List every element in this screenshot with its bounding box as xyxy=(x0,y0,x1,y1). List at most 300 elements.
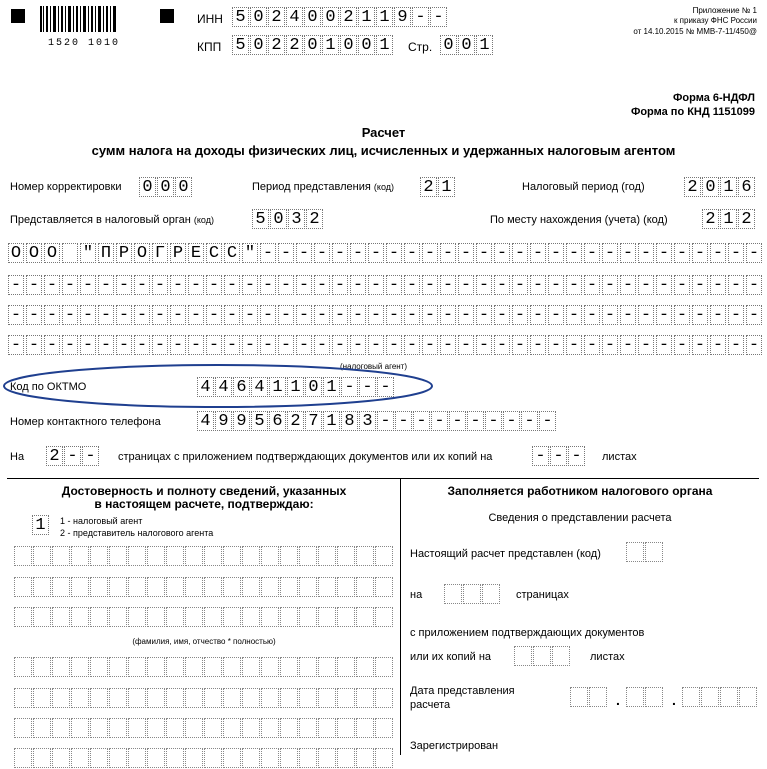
fio-cell xyxy=(147,718,165,738)
inn-cell: 2 xyxy=(268,7,285,27)
inn-cell: 1 xyxy=(376,7,393,27)
fio-cell xyxy=(185,748,203,768)
fio-cell xyxy=(318,657,336,677)
agent-name-cell: - xyxy=(440,335,456,355)
agent-name-cell: О xyxy=(26,243,42,263)
agent-name-cell: - xyxy=(386,335,402,355)
panel-top-divider xyxy=(7,478,759,479)
period-field[interactable] xyxy=(420,177,456,198)
fio-cell xyxy=(128,607,146,627)
barcode xyxy=(40,6,118,42)
agent-name-cell: - xyxy=(170,275,186,295)
agent-name-cell: - xyxy=(638,305,654,325)
agent-name-cell: - xyxy=(368,335,384,355)
inn-cell: 1 xyxy=(358,7,375,27)
sheets-count-field[interactable] xyxy=(514,646,571,667)
pages-cell: - xyxy=(82,446,99,466)
signer-org-row-1[interactable] xyxy=(14,657,394,678)
location-field[interactable] xyxy=(702,209,756,230)
signer-org-row-4[interactable] xyxy=(14,748,394,769)
pages-cell: 2 xyxy=(46,446,63,466)
agent-name-cell: - xyxy=(530,335,546,355)
agent-name-cell: " xyxy=(80,243,96,263)
agent-name-cell: - xyxy=(260,335,276,355)
attachments-line-1: с приложением подтверждающих документов xyxy=(410,627,645,639)
fio-cell xyxy=(14,718,32,738)
sheets-field[interactable] xyxy=(532,446,586,467)
fio-cell xyxy=(204,546,222,566)
agent-name-cell: - xyxy=(260,305,276,325)
agent-name-row-4[interactable] xyxy=(8,335,764,356)
date-label-2: расчета xyxy=(410,699,451,711)
agent-name-cell: - xyxy=(98,275,114,295)
phone-cell: - xyxy=(467,411,484,431)
agent-name-cell: - xyxy=(386,243,402,263)
fio-cell xyxy=(299,657,317,677)
date-year-cell xyxy=(701,687,719,707)
agent-name-cell: - xyxy=(458,243,474,263)
fio-row-2[interactable] xyxy=(14,577,394,598)
agent-name-cell: - xyxy=(152,305,168,325)
agent-name-cell: - xyxy=(746,305,762,325)
fio-caption: (фамилия, имя, отчество * полностью) xyxy=(132,637,276,646)
fio-cell xyxy=(375,577,393,597)
fio-cell xyxy=(109,546,127,566)
phone-cell: - xyxy=(449,411,466,431)
inn-field[interactable] xyxy=(232,7,448,28)
agent-name-cell: С xyxy=(206,243,222,263)
location-cell: 2 xyxy=(702,209,719,229)
fio-cell xyxy=(128,577,146,597)
location-label: По месту нахождения (учета) (код) xyxy=(490,214,668,226)
phone-cell: - xyxy=(485,411,502,431)
fio-cell xyxy=(299,688,317,708)
agent-name-cell: - xyxy=(692,275,708,295)
fio-cell xyxy=(147,546,165,566)
tax-period-field[interactable] xyxy=(684,177,756,198)
agent-name-cell: - xyxy=(638,335,654,355)
fio-cell xyxy=(14,607,32,627)
fio-cell xyxy=(185,607,203,627)
phone-cell: 8 xyxy=(341,411,358,431)
sheets-cell: - xyxy=(532,446,549,466)
agent-name-cell: - xyxy=(692,305,708,325)
form-subtitle: сумм налога на доходы физических лиц, исчисленных и удержанных налоговым агентом xyxy=(91,143,676,158)
fio-cell xyxy=(71,607,89,627)
agent-name-cell: - xyxy=(620,305,636,325)
fio-cell xyxy=(33,748,51,768)
fio-cell xyxy=(109,657,127,677)
agent-name-cell: - xyxy=(188,275,204,295)
fio-cell xyxy=(242,688,260,708)
agent-name-cell: - xyxy=(80,275,96,295)
fio-cell xyxy=(337,657,355,677)
fio-cell xyxy=(128,546,146,566)
agent-name-cell: - xyxy=(98,335,114,355)
pages-count-field[interactable] xyxy=(444,584,501,605)
agent-name-cell: - xyxy=(548,305,564,325)
location-cell: 1 xyxy=(720,209,737,229)
inn-cell: - xyxy=(430,7,447,27)
phone-cell: - xyxy=(539,411,556,431)
fio-cell xyxy=(71,688,89,708)
location-cell: 2 xyxy=(738,209,755,229)
agent-name-cell: - xyxy=(188,335,204,355)
correction-field[interactable] xyxy=(139,177,193,198)
page-number-cell: 0 xyxy=(458,35,475,55)
fio-cell xyxy=(14,657,32,677)
inn-cell: 9 xyxy=(394,7,411,27)
agent-name-cell: - xyxy=(494,275,510,295)
agent-name-cell: - xyxy=(314,335,330,355)
correction-cell: 0 xyxy=(175,177,192,197)
agent-name-cell: - xyxy=(494,243,510,263)
kpp-field[interactable] xyxy=(232,35,394,56)
right-panel-subtitle: Сведения о представлении расчета xyxy=(488,512,672,524)
fio-cell xyxy=(33,688,51,708)
submitted-code-cell xyxy=(645,542,663,562)
fio-cell xyxy=(109,607,127,627)
agent-name-cell: - xyxy=(494,335,510,355)
agent-name-cell: - xyxy=(278,243,294,263)
period-cell: 1 xyxy=(438,177,455,197)
agent-name-row-1[interactable] xyxy=(8,243,764,264)
pages-cell: - xyxy=(64,446,81,466)
agent-name-cell: - xyxy=(350,275,366,295)
agent-name-cell: - xyxy=(314,243,330,263)
agent-name-cell: - xyxy=(638,243,654,263)
fio-row-1[interactable] xyxy=(14,546,394,567)
pages-count-cell xyxy=(482,584,500,604)
on-label: на xyxy=(410,589,423,601)
fio-cell xyxy=(185,577,203,597)
agent-name-cell: - xyxy=(62,275,78,295)
fio-cell xyxy=(52,546,70,566)
fio-cell xyxy=(204,718,222,738)
agent-name-cell: - xyxy=(422,305,438,325)
agent-name-cell: - xyxy=(116,275,132,295)
fio-cell xyxy=(280,688,298,708)
oktmo-cell: - xyxy=(359,377,376,397)
agent-name-cell: - xyxy=(728,275,744,295)
agent-name-cell: - xyxy=(566,243,582,263)
fio-cell xyxy=(14,577,32,597)
agent-name-cell: - xyxy=(422,335,438,355)
sheets-cell: - xyxy=(550,446,567,466)
fio-cell xyxy=(280,718,298,738)
fio-cell xyxy=(223,748,241,768)
phone-cell: - xyxy=(521,411,538,431)
agent-name-cell: - xyxy=(278,305,294,325)
fio-cell xyxy=(280,546,298,566)
agent-name-cell: - xyxy=(152,275,168,295)
agent-name-cell: - xyxy=(206,275,222,295)
agent-name-cell: - xyxy=(296,243,312,263)
signer-org-row-2[interactable] xyxy=(14,688,394,709)
agent-name-cell: - xyxy=(260,275,276,295)
agent-name-cell: - xyxy=(674,335,690,355)
oktmo-cell: 6 xyxy=(233,377,250,397)
agent-name-cell: - xyxy=(548,335,564,355)
agent-name-cell: - xyxy=(476,275,492,295)
fio-cell xyxy=(261,577,279,597)
fio-cell xyxy=(299,607,317,627)
agent-name-cell: - xyxy=(746,243,762,263)
agent-name-cell: - xyxy=(602,243,618,263)
agent-name-cell: - xyxy=(728,335,744,355)
agent-name-cell: - xyxy=(296,335,312,355)
agent-name-cell: - xyxy=(602,275,618,295)
oktmo-cell: 4 xyxy=(215,377,232,397)
agent-name-cell: - xyxy=(530,275,546,295)
fio-cell xyxy=(71,546,89,566)
agent-name-cell: - xyxy=(746,335,762,355)
fio-cell xyxy=(128,657,146,677)
fio-cell xyxy=(356,657,374,677)
agent-name-cell: - xyxy=(422,275,438,295)
agent-name-cell: - xyxy=(512,305,528,325)
kpp-cell: 0 xyxy=(304,35,321,55)
agent-name-cell: О xyxy=(8,243,24,263)
fio-cell xyxy=(356,546,374,566)
fio-cell xyxy=(147,657,165,677)
pages-word-label: страницах xyxy=(516,589,569,601)
agent-name-cell: - xyxy=(440,275,456,295)
agent-name-cell: - xyxy=(728,243,744,263)
agent-name-cell: - xyxy=(62,305,78,325)
fio-cell xyxy=(166,577,184,597)
fio-cell xyxy=(147,607,165,627)
phone-cell: - xyxy=(431,411,448,431)
agent-name-cell: - xyxy=(494,305,510,325)
fio-cell xyxy=(33,657,51,677)
agent-name-cell: - xyxy=(746,275,762,295)
agent-name-cell: - xyxy=(224,275,240,295)
pages-field[interactable] xyxy=(46,446,100,467)
date-month-field[interactable] xyxy=(626,687,664,708)
agent-name-cell: - xyxy=(44,335,60,355)
fio-cell xyxy=(261,688,279,708)
agent-name-row-3[interactable] xyxy=(8,305,764,326)
fio-cell xyxy=(242,718,260,738)
fio-cell xyxy=(128,718,146,738)
agent-name-cell: О xyxy=(134,243,150,263)
date-year-cell xyxy=(682,687,700,707)
phone-cell: 1 xyxy=(323,411,340,431)
submitted-code-field[interactable] xyxy=(626,542,664,563)
fio-cell xyxy=(52,688,70,708)
agent-name-cell: Г xyxy=(152,243,168,263)
agent-name-cell: - xyxy=(656,335,672,355)
agent-name-cell: - xyxy=(602,305,618,325)
tax-period-label: Налоговый период (год) xyxy=(522,181,645,193)
appendix-line-3: от 14.10.2015 № ММВ-7-11/450@ xyxy=(633,27,757,36)
date-month-cell xyxy=(645,687,663,707)
signer-code-field[interactable] xyxy=(32,515,50,536)
agent-name-cell: - xyxy=(710,275,726,295)
phone-cell: 3 xyxy=(359,411,376,431)
fio-cell xyxy=(71,657,89,677)
kpp-label: КПП xyxy=(197,40,222,54)
submitted-code-cell xyxy=(626,542,644,562)
agent-name-cell: - xyxy=(332,335,348,355)
agent-caption: (налоговый агент) xyxy=(340,362,408,371)
oktmo-cell: 4 xyxy=(251,377,268,397)
agent-name-cell: - xyxy=(584,275,600,295)
date-year-field[interactable] xyxy=(682,687,758,708)
agent-name-cell: - xyxy=(224,305,240,325)
sheets-suffix: листах xyxy=(602,451,637,463)
fio-cell xyxy=(223,718,241,738)
fio-cell xyxy=(242,546,260,566)
agent-name-cell: - xyxy=(656,243,672,263)
agent-name-cell: - xyxy=(692,243,708,263)
fio-cell xyxy=(280,577,298,597)
fio-cell xyxy=(299,718,317,738)
agent-name-cell: - xyxy=(8,305,24,325)
fio-cell xyxy=(318,546,336,566)
corner-marker-right xyxy=(160,9,174,23)
agent-name-cell: - xyxy=(134,335,150,355)
oktmo-cell: 1 xyxy=(287,377,304,397)
kpp-cell: 0 xyxy=(250,35,267,55)
agent-name-cell: - xyxy=(530,243,546,263)
oktmo-cell: 4 xyxy=(197,377,214,397)
fio-cell xyxy=(318,718,336,738)
agent-name-cell: " xyxy=(242,243,258,263)
fio-cell xyxy=(261,657,279,677)
agent-name-cell: - xyxy=(566,305,582,325)
agent-name-cell: - xyxy=(728,305,744,325)
fio-cell xyxy=(318,748,336,768)
fio-cell xyxy=(356,688,374,708)
agent-name-cell: - xyxy=(26,275,42,295)
fio-cell xyxy=(375,657,393,677)
agent-name-cell: - xyxy=(530,305,546,325)
agent-name-cell: - xyxy=(368,275,384,295)
form-knd: Форма по КНД 1151099 xyxy=(630,106,755,118)
agent-name-cell: - xyxy=(566,275,582,295)
agent-name-cell: - xyxy=(512,243,528,263)
fio-cell xyxy=(109,577,127,597)
fio-cell xyxy=(356,577,374,597)
fio-cell xyxy=(33,607,51,627)
sheets-cell: - xyxy=(568,446,585,466)
agent-name-cell: - xyxy=(332,275,348,295)
fio-cell xyxy=(318,577,336,597)
fio-cell xyxy=(147,688,165,708)
agent-name-cell: Е xyxy=(188,243,204,263)
agent-name-cell: Р xyxy=(170,243,186,263)
fio-cell xyxy=(375,546,393,566)
fio-cell xyxy=(147,577,165,597)
date-day-cell xyxy=(589,687,607,707)
correction-cell: 0 xyxy=(139,177,156,197)
fio-cell xyxy=(223,546,241,566)
fio-cell xyxy=(147,748,165,768)
tax-authority-cell: 0 xyxy=(270,209,287,229)
agent-name-cell: - xyxy=(548,243,564,263)
fio-cell xyxy=(318,607,336,627)
agent-name-cell: - xyxy=(476,243,492,263)
fio-cell xyxy=(166,607,184,627)
registered-label: Зарегистрирован xyxy=(410,740,499,752)
fio-cell xyxy=(71,718,89,738)
agent-name-cell: - xyxy=(584,335,600,355)
agent-name-cell: - xyxy=(296,305,312,325)
correction-label: Номер корректировки xyxy=(10,181,122,193)
agent-name-cell: - xyxy=(134,305,150,325)
fio-cell xyxy=(299,748,317,768)
tax-authority-field[interactable] xyxy=(252,209,324,230)
fio-cell xyxy=(356,607,374,627)
sheets-count-cell xyxy=(533,646,551,666)
fio-cell xyxy=(375,607,393,627)
agent-name-cell: - xyxy=(458,335,474,355)
agent-name-cell: - xyxy=(62,335,78,355)
agent-name-row-2[interactable] xyxy=(8,275,764,296)
phone-cell: 2 xyxy=(287,411,304,431)
fio-cell xyxy=(356,718,374,738)
agent-name-cell: - xyxy=(332,305,348,325)
sheets-count-cell xyxy=(552,646,570,666)
right-panel-title: Заполняется работником налогового органа xyxy=(447,484,713,498)
agent-name-cell: - xyxy=(116,335,132,355)
fio-cell xyxy=(299,577,317,597)
oktmo-cell: 1 xyxy=(323,377,340,397)
phone-label: Номер контактного телефона xyxy=(10,416,161,428)
date-dot-1: . xyxy=(616,692,620,708)
agent-name-cell: - xyxy=(584,305,600,325)
fio-cell xyxy=(261,546,279,566)
date-year-cell xyxy=(739,687,757,707)
agent-name-cell: - xyxy=(458,305,474,325)
fio-cell xyxy=(52,657,70,677)
page-label: Стр. xyxy=(408,40,433,54)
fio-cell xyxy=(166,688,184,708)
period-cell: 2 xyxy=(420,177,437,197)
agent-name-cell: - xyxy=(386,305,402,325)
fio-cell xyxy=(14,748,32,768)
fio-cell xyxy=(14,688,32,708)
date-dot-2: . xyxy=(672,692,676,708)
agent-name-cell: - xyxy=(710,335,726,355)
fio-cell xyxy=(71,748,89,768)
fio-cell xyxy=(90,718,108,738)
corner-marker-left xyxy=(11,9,25,23)
agent-name-cell: - xyxy=(404,305,420,325)
agent-name-cell: - xyxy=(602,335,618,355)
fio-cell xyxy=(166,748,184,768)
phone-field[interactable] xyxy=(197,411,557,432)
fio-cell xyxy=(52,718,70,738)
agent-name-cell: - xyxy=(260,243,276,263)
page-number-field[interactable] xyxy=(440,35,494,56)
agent-name-cell: П xyxy=(98,243,114,263)
appendix-line-2: к приказу ФНС России xyxy=(673,16,757,25)
fio-cell xyxy=(337,577,355,597)
agent-name-cell: - xyxy=(242,305,258,325)
tax-period-cell: 6 xyxy=(738,177,755,197)
agent-name-cell: - xyxy=(134,275,150,295)
fio-cell xyxy=(337,607,355,627)
agent-name-cell: - xyxy=(710,243,726,263)
fio-cell xyxy=(223,607,241,627)
date-day-field[interactable] xyxy=(570,687,608,708)
fio-row-3[interactable] xyxy=(14,607,394,628)
agent-name-cell: - xyxy=(692,335,708,355)
signer-org-row-3[interactable] xyxy=(14,718,394,739)
